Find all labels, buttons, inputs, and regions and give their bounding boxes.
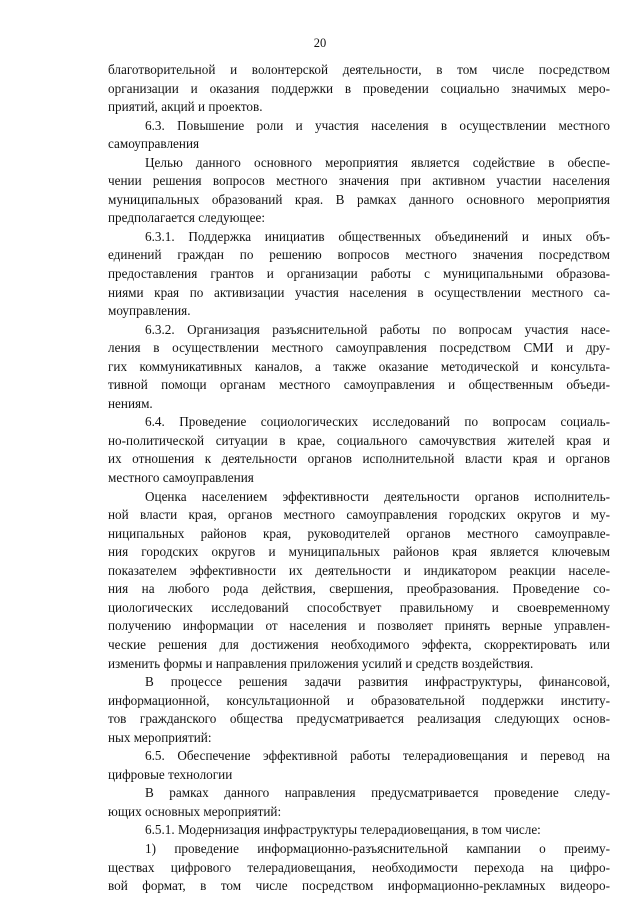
text-line: приятий, акций и проектов. [108, 99, 263, 115]
document-body [108, 61, 610, 896]
text-line: 6.3.2. Организация разъяснительной работы по вопросам участия насе- [145, 321, 610, 337]
text-line: ления в осуществлении местного самоуправления посредством СМИ и дру- [108, 340, 610, 356]
text-line: вой формат, в том числе посредством информационно-рекламных видеоро- [108, 878, 610, 894]
text-line: 6.5. Обеспечение эффективной работы телерадиовещания и перевод на [145, 748, 610, 764]
text-line: цифровые технологии [108, 766, 233, 782]
text-line: но-политической ситуации в крае, социального самочувствия жителей края и [108, 432, 610, 448]
text-line: ниями края по активизации участия населения в осуществлении местного са- [108, 284, 610, 300]
text-line: Оценка населением эффективности деятельности органов исполнитель- [145, 488, 610, 504]
text-line: ных мероприятий: [108, 729, 212, 745]
text-line: 1) проведение информационно-разъяснительной кампании о преиму- [145, 840, 610, 856]
text-line: ществах цифрового телерадиовещания, необходимости перехода на цифро- [108, 859, 610, 875]
text-line: чении решения вопросов местного значения при активном участии населения [108, 173, 610, 189]
text-line: моуправления. [108, 303, 191, 319]
text-line: предполагается следующее: [108, 210, 266, 226]
text-line: тов гражданского общества предусматривается реализация следующих основ- [108, 711, 610, 727]
text-line: ниципальных районов края, руководителей органов местного самоуправле- [108, 525, 610, 541]
text-line: ния городских округов и муниципальных районов края является ключевым [108, 544, 610, 560]
text-line: циологических исследований способствует правильному и своевременному [108, 599, 610, 615]
text-line: местного самоуправления [108, 470, 254, 486]
text-line: показателем эффективности их деятельности и индикатором реакции населе- [108, 562, 610, 578]
text-line: тивной помощи органам местного самоуправления и общественным объеди- [108, 377, 610, 393]
text-line: самоуправления [108, 136, 200, 152]
text-line: изменить формы и направления приложения усилий и средств воздействия. [108, 655, 534, 671]
text-line: единений граждан по решению вопросов местного значения посредством [108, 247, 610, 263]
text-line: 6.3. Повышение роли и участия населения в осуществлении местного [145, 117, 610, 133]
text-line: В процессе решения задачи развития инфраструктуры, финансовой, [145, 674, 610, 690]
text-line: информационной, консультационной и образовательной поддержки институ- [108, 692, 610, 708]
text-line: муниципальных образований края. В рамках данного основного мероприятия [108, 191, 610, 207]
text-line: их отношения к деятельности органов исполнительной власти края и органов [108, 451, 610, 467]
text-line: 6.4. Проведение социологических исследований по вопросам социаль- [145, 414, 610, 430]
text-line: В рамках данного направления предусматривается проведение следу- [145, 785, 610, 801]
text-line: 6.3.1. Поддержка инициатив общественных объединений и иных объ- [145, 228, 610, 244]
text-line: ной власти края, органов местного самоуправления городских округов и му- [108, 507, 610, 523]
text-line: организации и оказания поддержки в проведении социально значимых меро- [108, 80, 610, 96]
text-line: ющих основных мероприятий: [108, 803, 282, 819]
text-line: благотворительной и волонтерской деятельности, в том числе посредством [108, 62, 610, 77]
text-line: ческие решения для достижения необходимого эффекта, скорректировать или [108, 636, 610, 652]
text-line: 6.5.1. Модернизация инфраструктуры телерадиовещания, в том числе: [145, 822, 541, 838]
text-line: гих коммуникативных каналов, а также оказание методической и консульта- [108, 358, 610, 374]
text-line: получению информации от населения и позволяет принять верные управлен- [108, 618, 610, 634]
page-number: 20 [313, 36, 327, 50]
text-line: Целью данного основного мероприятия является содействие в обеспе- [145, 154, 610, 170]
text-line: ния на любого рода действия, свершения, преобразования. Проведение со- [108, 581, 610, 597]
text-line: нениям. [108, 395, 153, 411]
text-line: предоставления грантов и организации работы с муниципальными образова- [108, 266, 610, 282]
